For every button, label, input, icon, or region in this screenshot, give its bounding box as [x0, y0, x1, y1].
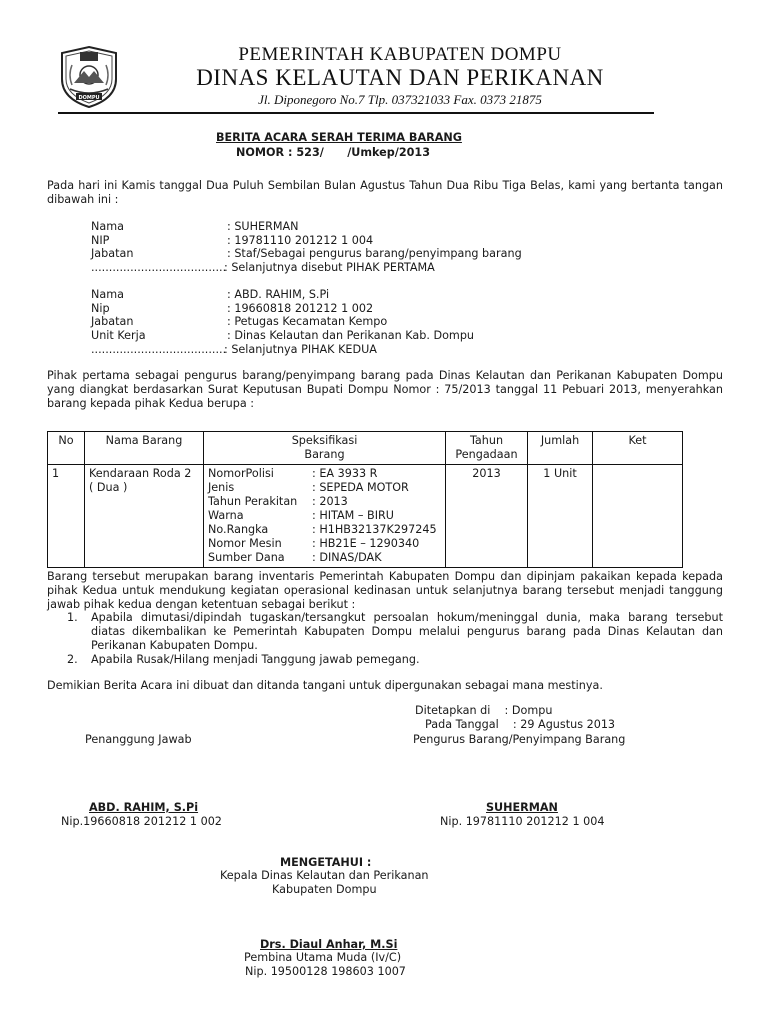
party-one-label: NIP: [91, 234, 110, 247]
letterhead-rule: [58, 112, 654, 114]
party-one-value: : Selanjutnya disebut PIHAK PERTAMA: [224, 261, 435, 274]
issued-date: Pada Tanggal : 29 Agustus 2013: [425, 718, 616, 731]
party-two-value: : Dinas Kelautan dan Perikanan Kab. Dompu: [227, 329, 475, 342]
svg-text:DOMPU: DOMPU: [78, 95, 100, 101]
col-header-year: Tahun Pengadaan: [446, 432, 528, 465]
document-title: BERITA ACARA SERAH TERIMA BARANG: [216, 131, 462, 144]
letterhead-address: Jl. Diponegoro No.7 Tlp. 037321033 Fax. 0373 21875: [258, 92, 542, 107]
party-two-label: Jabatan: [91, 315, 134, 328]
party-one-value: : 19781110 201212 1 004: [227, 234, 374, 247]
approval-subtitle: Kabupaten Dompu: [272, 883, 377, 896]
party-one-label: Nama: [91, 220, 124, 233]
approver-nip: Nip. 19500128 198603 1007: [245, 965, 406, 978]
party-one-label: Jabatan: [91, 247, 134, 260]
party-two-value: : ABD. RAHIM, S.Pi: [227, 288, 330, 301]
terms-paragraph: Barang tersebut merupakan barang inventaris Pemerintah Kabupaten Dompu dan dipinjam pakaikan kepada kepada pihak Kedua untuk mendukung kegiatan operasional kedinasan untuk selanjutnya barang tersebut menjadi tanggung jawab pihak kedua dengan ketentuan sebagai berikut :: [47, 570, 723, 611]
spec-line: NomorPolisi : EA 3933 R: [208, 467, 378, 480]
spec-line: Nomor Mesin : HB21E – 1290340: [208, 537, 420, 550]
col-header-name: Nama Barang: [85, 432, 204, 465]
list-item: 1. Apabila dimutasi/dipindah tugaskan/tersangkut persoalan hokum/meninggal dunia, maka barang tersebut diatas dikembalikan ke Pemerintah Kabupaten Dompu melalui pengurus barang pada Dinas Kelautan dan Perikanan Kabupaten Dompu.: [67, 611, 723, 652]
approval-title: Kepala Dinas Kelautan dan Perikanan: [220, 869, 429, 882]
col-header-note: Ket: [593, 432, 683, 465]
party-two-value: : Selanjutnya PIHAK KEDUA: [224, 343, 377, 356]
cell-item-name: Kendaraan Roda 2 ( Dua ): [85, 465, 204, 568]
letterhead-department: DINAS KELAUTAN DAN PERIKANAN: [196, 65, 604, 90]
document-number: NOMOR : 523/ /Umkep/2013: [236, 146, 430, 159]
cell-no: 1: [48, 465, 85, 568]
letterhead-government: PEMERINTAH KABUPATEN DOMPU: [238, 44, 562, 65]
left-signer-nip: Nip.19660818 201212 1 002: [61, 815, 222, 828]
approval-heading: MENGETAHUI :: [280, 856, 372, 869]
items-table: [47, 431, 683, 568]
intro-paragraph: Pada hari ini Kamis tanggal Dua Puluh Sembilan Bulan Agustus Tahun Dua Ribu Tiga Belas, kami yang bertanta tangan dibawah ini :: [47, 179, 723, 206]
approver-rank: Pembina Utama Muda (Iv/C): [244, 951, 402, 964]
col-header-qty: Jumlah: [528, 432, 593, 465]
party-two-value: : 19660818 201212 1 002: [227, 302, 374, 315]
issued-place: Ditetapkan di : Dompu: [415, 704, 553, 717]
cell-qty: 1 Unit: [528, 465, 593, 568]
col-header-spec: Speksifikasi Barang: [204, 432, 446, 465]
spec-line: No.Rangka : H1HB32137K297245: [208, 523, 437, 536]
cell-spec: [204, 465, 446, 568]
left-signer-role: Penanggung Jawab: [85, 733, 192, 746]
conditions-list: [67, 611, 723, 667]
cell-year: 2013: [446, 465, 528, 568]
spec-line: Jenis : SEPEDA MOTOR: [208, 481, 409, 494]
dompu-regency-logo: [58, 45, 120, 109]
party-two-label: Unit Kerja: [91, 329, 146, 342]
right-signer-role: Pengurus Barang/Penyimpang Barang: [413, 733, 626, 746]
spec-line: Sumber Dana : DINAS/DAK: [208, 551, 382, 564]
approver-name: Drs. Diaul Anhar, M.Si: [260, 938, 398, 951]
spec-line: Warna : HITAM – BIRU: [208, 509, 394, 522]
party-one-value: : Staf/Sebagai pengurus barang/penyimpang barang: [227, 247, 522, 260]
party-two-value: : Petugas Kecamatan Kempo: [227, 315, 388, 328]
party-two-label: ......................................: [91, 343, 227, 356]
table-header-row: [48, 432, 683, 465]
party-one-label: ......................................: [91, 261, 227, 274]
right-signer-name: SUHERMAN: [486, 801, 558, 814]
list-item: 2. Apabila Rusak/Hilang menjadi Tanggung jawab pemegang.: [67, 653, 420, 666]
right-signer-nip: Nip. 19781110 201212 1 004: [440, 815, 605, 828]
party-two-label: Nama: [91, 288, 124, 301]
closing-statement: Demikian Berita Acara ini dibuat dan ditanda tangani untuk dipergunakan sebagai mana mestinya.: [47, 679, 603, 692]
cell-note: [593, 465, 683, 568]
left-signer-name: ABD. RAHIM, S.Pi: [89, 801, 199, 814]
party-one-value: : SUHERMAN: [227, 220, 299, 233]
table-row: [48, 465, 683, 568]
col-header-no: No: [48, 432, 85, 465]
spec-line: Tahun Perakitan : 2013: [208, 495, 348, 508]
handover-paragraph: Pihak pertama sebagai pengurus barang/penyimpang barang pada Dinas Kelautan dan Perikanan Kabupaten Dompu yang diangkat berdasarkan Surat Keputusan Bupati Dompu Nomor : 75/2013 tanggal 11 Pebuari 2013, menyerahkan barang kepada pihak Kedua berupa :: [47, 369, 723, 410]
party-two-label: Nip: [91, 302, 110, 315]
